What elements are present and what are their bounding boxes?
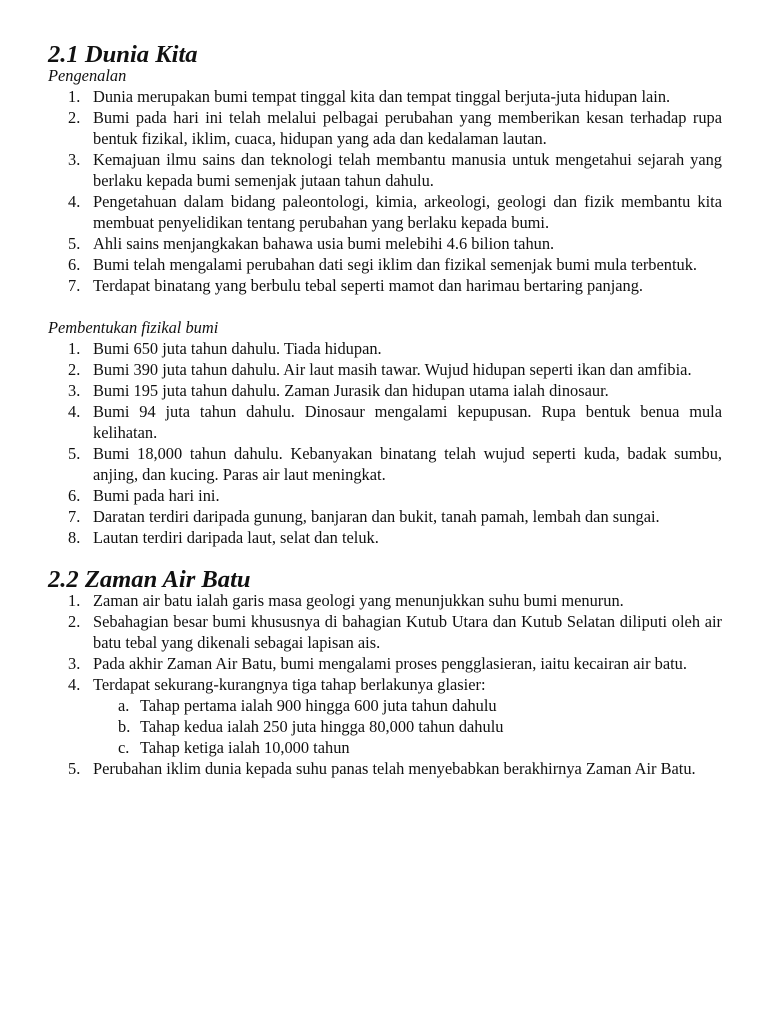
physical-formation-list [48,338,722,548]
list-item [48,380,722,401]
list-item-text: Pengetahuan dalam bidang paleontologi, kimia, arkeologi, geologi dan fizik membantu kita membuat penyelidikan tentang perubahan yang berlaku kepada bumi. [93,192,722,232]
list-item-number: 7. [68,507,81,526]
sublist-container [48,695,722,758]
list-item-number: 5. [68,444,81,463]
list-item-number: 4. [68,675,81,694]
list-item [48,359,722,380]
list-item-number: 3. [68,381,81,400]
subheading-pengenalan: Pengenalan [48,66,127,85]
list-item-number: 6. [68,486,81,505]
list-item-text: Tahap pertama ialah 900 hingga 600 juta tahun dahulu [140,696,497,715]
list-item-text: Kemajuan ilmu sains dan teknologi telah membantu manusia untuk mengetahui sejarah yang berlaku kepada bumi semenjak jutaan tahun dahulu. [93,150,722,190]
list-item-text: Bumi 18,000 tahun dahulu. Kebanyakan binatang telah wujud seperti kuda, badak sumbu, anjing, dan kucing. Paras air laut meningkat. [93,444,722,484]
sublist-item [48,695,722,716]
glacier-stages-sublist [48,695,722,758]
list-item [48,590,722,611]
list-item [48,254,722,275]
list-item [48,233,722,254]
list-item-text: Zaman air batu ialah garis masa geologi yang menunjukkan suhu bumi menurun. [93,591,624,610]
list-item-number: 8. [68,528,81,547]
list-item [48,653,722,674]
list-item-number: 2. [68,360,81,379]
intro-list [48,86,722,296]
list-item-text: Tahap ketiga ialah 10,000 tahun [140,738,350,757]
list-item [48,443,722,485]
list-item-text: Bumi 94 juta tahun dahulu. Dinosaur mengalami kepupusan. Rupa bentuk benua mula kelihatan. [93,402,722,442]
list-item-number: 3. [68,654,81,673]
list-item-text: Perubahan iklim dunia kepada suhu panas telah menyebabkan berakhirnya Zaman Air Batu. [93,759,696,778]
ice-age-list [48,590,722,779]
list-item-number: 2. [68,612,81,631]
list-item-text: Lautan terdiri daripada laut, selat dan teluk. [93,528,379,547]
list-item-text: Bumi telah mengalami perubahan dati segi iklim dan fizikal semenjak bumi mula terbentuk. [93,255,698,274]
list-item-number: 1. [68,339,81,358]
list-item-text: Ahli sains menjangkakan bahawa usia bumi melebihi 4.6 bilion tahun. [93,234,555,253]
spacer [48,296,722,317]
section-title-dunia-kita: 2.1 Dunia Kita [48,41,198,68]
list-item [48,338,722,359]
list-item-text: Bumi 195 juta tahun dahulu. Zaman Jurasik dan hidupan utama ialah dinosaur. [93,381,609,400]
list-item [48,758,722,779]
list-item-text: Bumi 650 juta tahun dahulu. Tiada hidupan. [93,339,382,358]
list-item-number: 5. [68,759,81,778]
list-item [48,401,722,443]
list-item-number: a. [118,696,130,715]
list-item-text: Terdapat binatang yang berbulu tebal seperti mamot dan harimau bertaring panjang. [93,276,644,295]
list-item-text: Tahap kedua ialah 250 juta hingga 80,000 tahun dahulu [140,717,504,736]
list-item [48,149,722,191]
list-item [48,86,722,107]
list-item-text: Pada akhir Zaman Air Batu, bumi mengalami proses pengglasieran, iaitu kecairan air batu. [93,654,687,673]
list-item-number: 2. [68,108,81,127]
list-item-number: 1. [68,591,81,610]
list-item [48,275,722,296]
list-item-text: Sebahagian besar bumi khususnya di bahagian Kutub Utara dan Kutub Selatan diliputi oleh air batu tebal yang dikenali sebagai lapisan ais. [93,612,722,652]
list-item-text: Bumi 390 juta tahun dahulu. Air laut masih tawar. Wujud hidupan seperti ikan dan amfibia. [93,360,692,379]
sublist-item [48,737,722,758]
list-item [48,527,722,548]
list-item-number: 1. [68,87,81,106]
list-item [48,674,722,695]
list-item-number: 5. [68,234,81,253]
list-item [48,485,722,506]
list-item-number: 4. [68,402,81,421]
list-item-number: 7. [68,276,81,295]
list-item-text: Terdapat sekurang-kurangnya tiga tahap berlakunya glasier: [93,675,486,694]
section-title-zaman-air-batu: 2.2 Zaman Air Batu [48,566,251,593]
list-item-text: Dunia merupakan bumi tempat tinggal kita dan tempat tinggal berjuta-juta hidupan lain. [93,87,671,106]
list-item-number: 3. [68,150,81,169]
document-page [48,41,722,779]
list-item-number: 6. [68,255,81,274]
subheading-pembentukan-fizikal: Pembentukan fizikal bumi [48,318,219,337]
list-item-text: Daratan terdiri daripada gunung, banjaran dan bukit, tanah pamah, lembah dan sungai. [93,507,660,526]
list-item-number: c. [118,738,130,757]
list-item [48,191,722,233]
list-item [48,611,722,653]
list-item [48,506,722,527]
list-item-text: Bumi pada hari ini telah melalui pelbagai perubahan yang memberikan kesan terhadap rupa bentuk fizikal, iklim, cuaca, hidupan yang ada dan kedalaman lautan. [93,108,722,148]
list-item-number: 4. [68,192,81,211]
list-item-text: Bumi pada hari ini. [93,486,220,505]
sublist-item [48,716,722,737]
list-item [48,107,722,149]
list-item-number: b. [118,717,131,736]
